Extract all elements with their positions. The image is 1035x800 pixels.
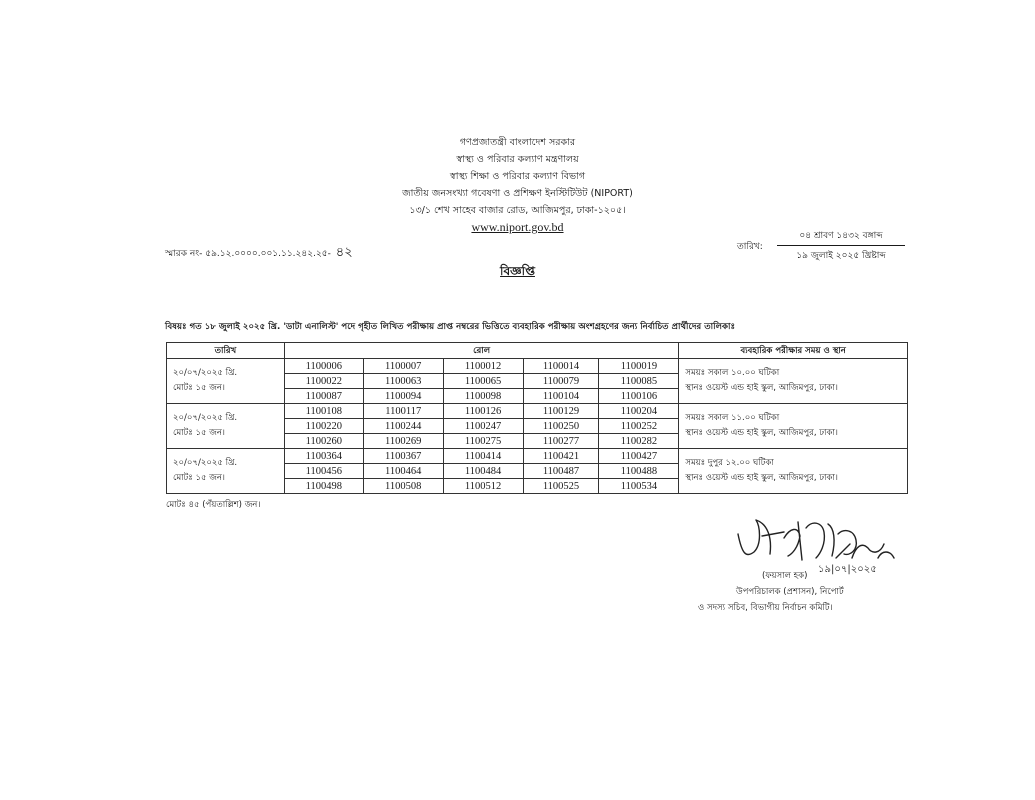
roll-number-cell: 1100098	[443, 389, 523, 404]
memo-number	[165, 243, 353, 264]
roll-number-cell: 1100487	[523, 464, 599, 479]
roll-number-cell: 1100488	[599, 464, 679, 479]
roll-number-cell: 1100534	[599, 479, 679, 494]
group-total: মোটঃ ১৫ জন।	[173, 473, 225, 483]
roll-number-cell: 1100129	[523, 404, 599, 419]
exam-slot-cell	[679, 449, 908, 494]
table-header-row	[167, 343, 908, 359]
group-date: ২০/০৭/২০২৫ খ্রি.	[173, 413, 238, 423]
roll-number-cell: 1100247	[443, 419, 523, 434]
group-date: ২০/০৭/২০২৫ খ্রি.	[173, 368, 238, 378]
header-time-place: ব্যবহারিক পরীক্ষার সময় ও স্থান	[679, 343, 908, 359]
roll-number-cell: 1100022	[284, 374, 363, 389]
signature-image	[732, 514, 902, 576]
memo-handwritten-number: ৪২	[335, 245, 353, 260]
group-date-cell	[167, 404, 285, 449]
exam-time: সময়ঃ সকাল ১১.০০ ঘটিকা	[685, 413, 780, 423]
govt-name: গণপ্রজাতন্ত্রী বাংলাদেশ সরকার	[459, 137, 576, 148]
roll-number-cell: 1100427	[599, 449, 679, 464]
memo-label: স্মারক নং- ৫৯.১২.০০০০.০০১.১১.২৪২.২৫-	[165, 249, 331, 259]
roll-number-cell: 1100508	[363, 479, 443, 494]
roll-number-cell: 1100204	[599, 404, 679, 419]
roll-number-cell: 1100006	[284, 359, 363, 374]
roll-number-cell: 1100104	[523, 389, 599, 404]
group-total: মোটঃ ১৫ জন।	[173, 383, 225, 393]
candidate-table	[166, 342, 908, 494]
website-link[interactable]: www.niport.gov.bd	[471, 220, 564, 234]
date-gregorian: ১৯ জুলাই ২০২৫ খ্রিষ্টাব্দ	[796, 251, 886, 261]
roll-number-cell: 1100012	[443, 359, 523, 374]
subject-line: বিষয়ঃ গত ১৮ জুলাই ২০২৫ খ্রি. 'ডাটা এনালিস্ট' পদে গৃহীত লিখিত পরীক্ষায় প্রাপ্ত নম্বরের ভিত্তিতে ব্যবহারিক পরীক্ষায় অংশগ্রহণের জন্য নির্বাচিত প্রার্থীদের তালিকাঃ	[165, 322, 736, 332]
group-date: ২০/০৭/২০২৫ খ্রি.	[173, 458, 238, 468]
roll-number-cell: 1100275	[443, 434, 523, 449]
group-date-cell	[167, 449, 285, 494]
roll-number-cell: 1100512	[443, 479, 523, 494]
roll-number-cell: 1100108	[284, 404, 363, 419]
signature-date: ১৯|০৭|২০২৫	[818, 564, 877, 575]
exam-time: সময়ঃ সকাল ১০.০০ ঘটিকা	[685, 368, 780, 378]
roll-number-cell: 1100484	[443, 464, 523, 479]
exam-venue: স্থানঃ ওয়েস্ট এন্ড হাই স্কুল, আজিমপুর, ঢাকা।	[685, 428, 838, 438]
roll-number-cell: 1100220	[284, 419, 363, 434]
date-bangla: ০৪ শ্রাবণ ১৪৩২ বঙ্গাব্দ	[777, 228, 905, 246]
roll-number-cell: 1100421	[523, 449, 599, 464]
roll-number-cell: 1100063	[363, 374, 443, 389]
division-name: স্বাস্থ্য শিক্ষা ও পরিবার কল্যাণ বিভাগ	[449, 171, 586, 182]
signatory-designation-2: ও সদস্য সচিব, বিভাগীয় নির্বাচন কমিটি।	[698, 603, 833, 613]
table-row	[167, 359, 908, 374]
notice-title: বিজ্ঞপ্তি	[500, 264, 535, 278]
roll-number-cell: 1100456	[284, 464, 363, 479]
header-date: তারিখ	[167, 343, 285, 359]
group-date-cell	[167, 359, 285, 404]
exam-slot-cell	[679, 359, 908, 404]
roll-number-cell: 1100094	[363, 389, 443, 404]
roll-number-cell: 1100106	[599, 389, 679, 404]
date-label: তারিখ:	[737, 242, 763, 252]
exam-venue: স্থানঃ ওয়েস্ট এন্ড হাই স্কুল, আজিমপুর, ঢাকা।	[685, 473, 838, 483]
table-row	[167, 449, 908, 464]
roll-number-cell: 1100525	[523, 479, 599, 494]
roll-number-cell: 1100269	[363, 434, 443, 449]
letterhead	[0, 134, 1035, 236]
roll-number-cell: 1100498	[284, 479, 363, 494]
roll-number-cell: 1100252	[599, 419, 679, 434]
institute-name: জাতীয় জনসংখ্যা গবেষণা ও প্রশিক্ষণ ইনস্টিটিউট (NIPORT)	[402, 188, 633, 199]
roll-number-cell: 1100277	[523, 434, 599, 449]
group-total: মোটঃ ১৫ জন।	[173, 428, 225, 438]
roll-number-cell: 1100019	[599, 359, 679, 374]
signatory-name: (ফয়সাল হক)	[762, 571, 808, 581]
roll-number-cell: 1100260	[284, 434, 363, 449]
exam-slot-cell	[679, 404, 908, 449]
roll-number-cell: 1100126	[443, 404, 523, 419]
roll-number-cell: 1100244	[363, 419, 443, 434]
roll-number-cell: 1100087	[284, 389, 363, 404]
signatory-designation: উপপরিচালক (প্রশাসন), নিপোর্ট	[736, 587, 844, 597]
roll-number-cell: 1100117	[363, 404, 443, 419]
header-roll: রোল	[284, 343, 678, 359]
ministry-name: স্বাস্থ্য ও পরিবার কল্যাণ মন্ত্রণালয়	[456, 154, 579, 165]
roll-number-cell: 1100007	[363, 359, 443, 374]
roll-number-cell: 1100364	[284, 449, 363, 464]
roll-number-cell: 1100014	[523, 359, 599, 374]
signatory-block	[698, 568, 898, 616]
roll-number-cell: 1100085	[599, 374, 679, 389]
grand-total: মোটঃ ৪৫ (পঁয়তাল্লিশ) জন।	[166, 500, 261, 510]
roll-number-cell: 1100282	[599, 434, 679, 449]
exam-time: সময়ঃ দুপুর ১২.০০ ঘটিকা	[685, 458, 774, 468]
roll-number-cell: 1100250	[523, 419, 599, 434]
table-row	[167, 404, 908, 419]
roll-number-cell: 1100079	[523, 374, 599, 389]
roll-number-cell: 1100414	[443, 449, 523, 464]
exam-venue: স্থানঃ ওয়েস্ট এন্ড হাই স্কুল, আজিমপুর, ঢাকা।	[685, 383, 838, 393]
roll-number-cell: 1100464	[363, 464, 443, 479]
roll-number-cell: 1100065	[443, 374, 523, 389]
institute-address: ১৩/১ শেখ সাহেব বাজার রোড, আজিমপুর, ঢাকা-১২০৫।	[409, 205, 626, 216]
roll-number-cell: 1100367	[363, 449, 443, 464]
